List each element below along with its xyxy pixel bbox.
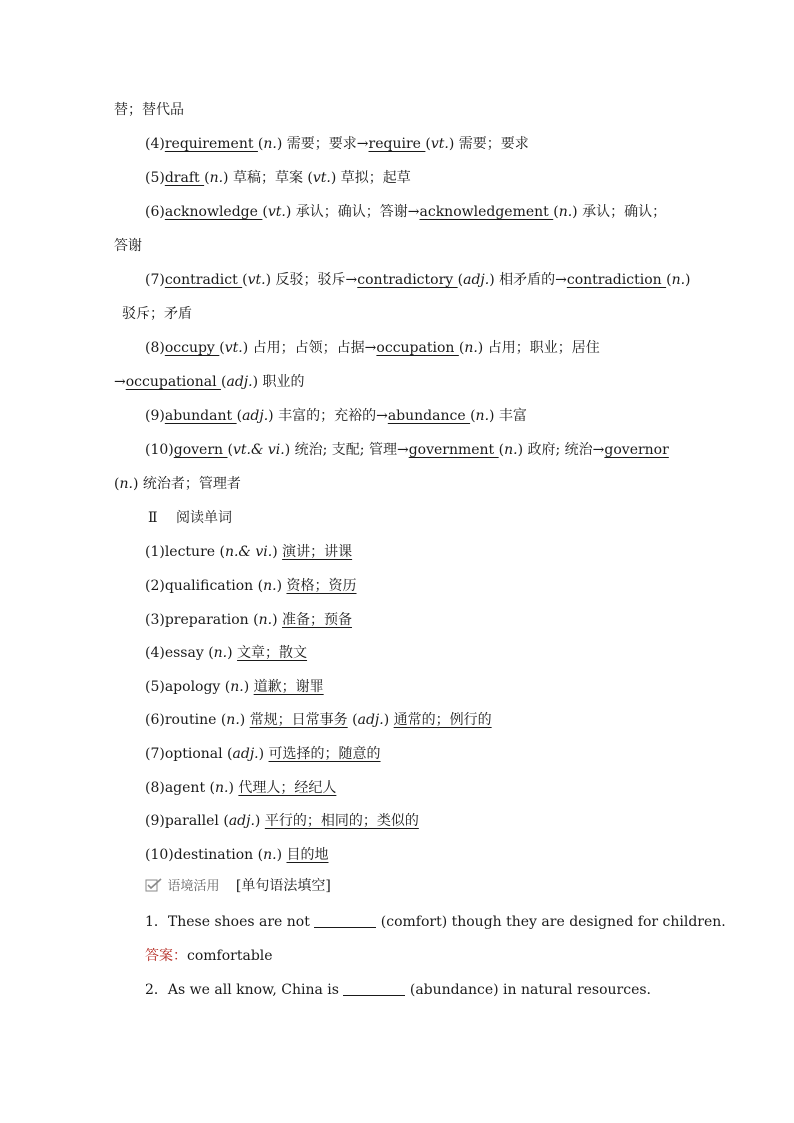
- line-text: adj.: [232, 746, 259, 762]
- answer-word: occupation: [376, 340, 459, 356]
- answer-1: [145, 946, 273, 966]
- line-text: ): [276, 578, 287, 594]
- line-text: vt.& vi.: [232, 442, 285, 458]
- line-text: ) 统治; 支配; 管理→: [284, 442, 409, 458]
- line-text: (: [347, 712, 358, 728]
- answer-word: acknowledgement: [419, 204, 554, 220]
- line-text: (: [498, 442, 505, 458]
- line-text: n.: [558, 204, 573, 220]
- line-text: ): [239, 712, 250, 728]
- check-icon: [145, 878, 163, 892]
- line-text: (: [242, 272, 248, 288]
- answer-word: occupational: [125, 374, 221, 390]
- answer-word: acknowledge: [164, 204, 263, 220]
- line-text: ): [685, 272, 691, 288]
- line-text: ) 需要；要求: [448, 136, 529, 152]
- answer-word: 代理人；经纪人: [238, 780, 337, 796]
- line-text: ) 需要；要求→: [276, 136, 369, 152]
- answer-word: contradictory: [357, 272, 458, 288]
- line-text: n.: [226, 712, 240, 728]
- answer-word: govern: [173, 442, 228, 458]
- question-2-blank[interactable]: [343, 981, 405, 996]
- line-text: ) 丰富的；充裕的→: [268, 408, 388, 424]
- line-text: (9): [145, 408, 165, 424]
- question-1-blank[interactable]: [314, 913, 376, 928]
- answer-word: 道歉；谢罪: [253, 679, 324, 695]
- line-text: ) 占用；占领；占据→: [242, 340, 377, 356]
- line-text: (: [114, 476, 120, 492]
- line-text: (: [257, 136, 264, 152]
- answer-word: draft: [164, 170, 205, 186]
- line-text: (: [204, 170, 210, 186]
- line-text: adj.: [463, 272, 490, 288]
- answer-word: abundant: [164, 408, 237, 424]
- line-text: (: [553, 204, 559, 220]
- text-line: [145, 811, 419, 831]
- text-line: [145, 845, 329, 865]
- text-line: [145, 710, 492, 730]
- text-line: [114, 236, 142, 256]
- line-text: adj.: [228, 813, 255, 829]
- line-text: adj.: [226, 374, 253, 390]
- line-text: 答谢: [114, 238, 142, 254]
- line-text: ) 丰富: [489, 408, 527, 424]
- line-text: (2)qualification (: [145, 578, 264, 594]
- line-text: (: [236, 408, 243, 424]
- line-text: n.: [464, 340, 478, 356]
- line-text: vt.: [224, 340, 243, 356]
- question-1-text-pre: 1．These shoes are not: [145, 914, 315, 930]
- answer-word: 目的地: [286, 847, 329, 863]
- text-line: [145, 406, 527, 426]
- text-line: [145, 202, 666, 222]
- line-text: n.: [263, 847, 277, 863]
- line-text: n.: [475, 408, 490, 424]
- line-text: vt.: [430, 136, 449, 152]
- line-text: (: [457, 272, 464, 288]
- line-text: ) 职业的: [252, 374, 305, 390]
- line-text: 驳斥；矛盾: [122, 306, 192, 322]
- line-text: n.: [263, 136, 277, 152]
- line-text: n.: [230, 679, 244, 695]
- line-text: (: [458, 340, 465, 356]
- line-text: ): [383, 712, 394, 728]
- line-text: (: [262, 204, 268, 220]
- line-text: ): [272, 544, 283, 560]
- answer-word: requirement: [164, 136, 258, 152]
- answer-word: contradiction: [566, 272, 667, 288]
- line-text: n.: [504, 442, 518, 458]
- answer-text: comfortable: [187, 948, 273, 964]
- line-text: vt.: [312, 170, 331, 186]
- line-text: (8)agent (: [145, 780, 215, 796]
- line-text: ) 反驳；驳斥→: [265, 272, 358, 288]
- line-text: n.: [258, 612, 273, 628]
- answer-word: 演讲；讲课: [282, 544, 353, 560]
- line-text: ) 承认；确认；答谢→: [285, 204, 420, 220]
- answer-word: government: [408, 442, 499, 458]
- answer-word: occupy: [164, 340, 220, 356]
- question-2-text-post: (abundance) in natural resources.: [405, 982, 652, 998]
- answer-word: 文章；散文: [237, 645, 308, 661]
- text-line: [145, 778, 336, 798]
- line-text: n.: [671, 272, 686, 288]
- practice-heading: [单句语法填空]: [235, 878, 331, 894]
- line-text: (8): [145, 340, 165, 356]
- line-text: (: [227, 442, 233, 458]
- answer-word: 准备；预备: [281, 612, 352, 628]
- text-line: [145, 643, 307, 663]
- answer-word: 平行的；相同的；类似的: [264, 813, 419, 829]
- line-text: (: [219, 340, 225, 356]
- text-line: [114, 100, 184, 120]
- line-text: adj.: [357, 712, 384, 728]
- line-text: ): [272, 612, 282, 628]
- line-text: (5): [145, 170, 165, 186]
- answer-word: contradict: [164, 272, 243, 288]
- line-text: ): [243, 679, 254, 695]
- line-text: (10)destination (: [145, 847, 264, 863]
- answer-word: require: [368, 136, 426, 152]
- text-line: [148, 508, 232, 528]
- line-text: (4): [145, 136, 165, 152]
- question-2-text-pre: 2．As we all know, China is: [145, 982, 344, 998]
- answer-word: abundance: [387, 408, 471, 424]
- line-text: ) 草稿；草案 (: [223, 170, 313, 186]
- line-text: (: [470, 408, 476, 424]
- line-text: (7)optional (: [145, 746, 233, 762]
- line-text: n.: [263, 578, 277, 594]
- text-line: [145, 270, 691, 290]
- line-text: ): [254, 813, 265, 829]
- line-text: n.: [213, 645, 228, 661]
- line-text: ): [276, 847, 287, 863]
- answer-word: governor: [604, 442, 669, 458]
- line-text: (1)lecture (: [145, 544, 225, 560]
- line-text: (10): [145, 442, 174, 458]
- line-text: →: [114, 374, 126, 390]
- line-text: (7): [145, 272, 165, 288]
- line-text: (: [666, 272, 672, 288]
- question-1-text-post: (comfort) though they are designed for children.: [376, 914, 726, 930]
- line-text: (6): [145, 204, 165, 220]
- text-line: [145, 134, 529, 154]
- line-text: n.: [119, 476, 133, 492]
- answer-word: 可选择的；随意的: [268, 746, 381, 762]
- text-line: [114, 474, 241, 494]
- line-text: (5)apology (: [145, 679, 231, 695]
- line-text: n.& vi.: [224, 544, 273, 560]
- text-line: [145, 677, 324, 697]
- line-text: (4)essay (: [145, 645, 214, 661]
- line-text: vt.: [267, 204, 286, 220]
- line-text: ) 相矛盾的→: [489, 272, 567, 288]
- line-text: vt.: [247, 272, 266, 288]
- text-line: [145, 744, 381, 764]
- line-text: ): [258, 746, 269, 762]
- answer-word: 通常的；例行的: [393, 712, 492, 728]
- text-line: [145, 542, 352, 562]
- practice-header: [145, 876, 331, 897]
- line-text: (9)parallel (: [145, 813, 229, 829]
- question-2: [145, 980, 651, 1000]
- line-text: (3)preparation (: [145, 612, 259, 628]
- practice-tag: 语境活用: [167, 879, 220, 894]
- line-text: ) 承认；确认；: [572, 204, 667, 220]
- answer-label: 答案：: [145, 948, 187, 964]
- text-line: [145, 576, 357, 596]
- question-1: [145, 912, 726, 932]
- text-line: [145, 168, 411, 188]
- line-text: n.: [209, 170, 224, 186]
- text-line: [145, 338, 600, 358]
- line-text: (: [221, 374, 227, 390]
- line-text: (6)routine (: [145, 712, 227, 728]
- text-line: [114, 372, 305, 392]
- line-text: ): [227, 645, 238, 661]
- text-line: [145, 610, 352, 630]
- line-text: Ⅱ 阅读单词: [148, 510, 232, 526]
- text-line: [145, 440, 669, 460]
- line-text: ) 统治者；管理者: [132, 476, 241, 492]
- line-text: 替；替代品: [114, 102, 184, 118]
- line-text: ) 政府; 统治→: [517, 442, 605, 458]
- line-text: (: [425, 136, 431, 152]
- line-text: ) 占用；职业；居住: [477, 340, 600, 356]
- answer-word: 资格；资历: [286, 578, 357, 594]
- line-text: adj.: [242, 408, 269, 424]
- line-text: ) 草拟；起草: [330, 170, 411, 186]
- line-text: ): [228, 780, 239, 796]
- line-text: n.: [214, 780, 229, 796]
- answer-word: 常规；日常事务: [249, 712, 348, 728]
- text-line: [122, 304, 192, 324]
